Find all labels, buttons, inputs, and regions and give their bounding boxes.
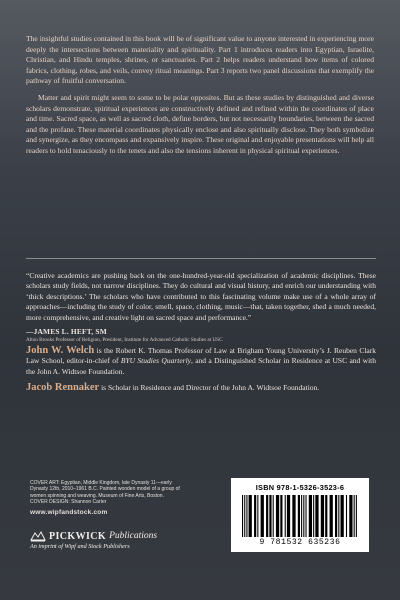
barcode-bar bbox=[285, 495, 286, 537]
publisher-name: PICKWICK bbox=[49, 530, 107, 542]
endorsement bbox=[26, 258, 376, 343]
barcode-bar bbox=[321, 495, 324, 537]
blurb-paragraph-1: The insightful studies contained in this book will be of significant value to anyone interested in experiencing more deeply the intersections between materiality and spirituality. Part 1 introduces readers into Egyptian, Israelite, Christian, and Hindu temples, shrines, or sanctuaries. Part 2 helps readers understand how items of colored fabrics, clothing, robes, and veils, convey ritual meanings. Part 3 reports two panel discussions that exemplify the pathway of fruitful conversation. bbox=[26, 34, 374, 86]
barcode-bar bbox=[280, 495, 282, 537]
barcode-bar bbox=[346, 495, 347, 537]
barcode-bar bbox=[273, 495, 274, 537]
endorser-name: —JAMES L. HEFT, SM bbox=[26, 327, 107, 337]
barcode-digits: 9 781532 635236 bbox=[259, 538, 341, 547]
barcode-bar bbox=[254, 495, 256, 537]
endorsement-quote: “Creative academics are pushing back on the one-hundred-year-old specialization of academic disciplines. These scholars study fields, not narrow disciplines. They do cultural and visual history, and enrich our understanding with ‘thick descriptions.’ The scholars who have contributed to this fascinating volume make use of a whole array of approaches—including the study of color, smell, space, clothing, music—that, taken together, shed a much needed, more comprehensive, and creative light on sacred space and performance.” bbox=[26, 271, 376, 322]
barcode-bar bbox=[292, 495, 295, 537]
barcode-bar bbox=[356, 495, 357, 537]
barcode-bar bbox=[257, 495, 258, 537]
cover-art-line-1: COVER ART: Egyptian, Middle Kingdom, late Dynasty 11—early bbox=[30, 480, 172, 486]
cover-art-line-2: Dynasty 12th, 2010–1961 B.C. Painted wooden model of a group of bbox=[30, 486, 180, 493]
barcode-bar bbox=[276, 495, 279, 537]
publisher-url[interactable]: www.wipfandstock.com bbox=[30, 508, 108, 516]
barcode-bar bbox=[246, 495, 247, 537]
cover-credits bbox=[30, 480, 180, 516]
blurb-paragraph-2: Matter and spirit might seem to some to be polar opposites. But as these studies by distinguished and diverse scholars demonstrate, spiritual experiences are constructively defined and refined within the coordinates of place and time. Sacred space, as well as sacred cloth, define borders, but not necessarily boundaries, between the sacred and the profane. These material coordinates physically enclose and also spiritually disclose. They both symbolize and synergize, as they encompass and expansively inspire. These original and enjoyable presentations will help all readers to hold tenaciously to the tenets and also the tensions inherent in physical spiritual experiences. bbox=[26, 92, 374, 155]
barcode-bar bbox=[309, 495, 312, 537]
barcode-bar bbox=[340, 495, 343, 537]
barcode-bar bbox=[303, 495, 304, 537]
isbn-barcode bbox=[231, 478, 369, 552]
barcode-bar bbox=[266, 495, 268, 537]
author-name-welch: John W. Welch bbox=[26, 345, 95, 356]
bio-welch-text-1: is the Robert K. Thomas Professor of Law at Brigham Young University’s J. Reuben Clark Law School, editor-in-chief of bbox=[26, 346, 376, 366]
bio-welch-journal: BYU Studies Quarterly bbox=[120, 356, 191, 366]
barcode-bar bbox=[354, 495, 355, 537]
barcode-bar bbox=[261, 495, 264, 537]
publisher-sub: Publications bbox=[109, 531, 158, 541]
author-name-rennaker: Jacob Rennaker bbox=[26, 382, 100, 394]
description-blurb bbox=[26, 34, 374, 157]
bio-rennaker bbox=[26, 383, 376, 393]
endorser-title: Alton Brooks Professor of Religion, President, Institute for Advanced Catholic Studies at USC bbox=[26, 337, 223, 344]
publisher-tagline: An imprint of Wipf and Stock Publishers bbox=[30, 543, 130, 550]
barcode-bar bbox=[338, 495, 339, 537]
barcode-bar bbox=[315, 495, 318, 537]
publisher-logo bbox=[30, 530, 220, 550]
barcode-bar bbox=[249, 495, 252, 537]
barcode-bar bbox=[269, 495, 271, 537]
barcode-bar bbox=[305, 495, 306, 537]
bio-welch bbox=[26, 346, 376, 377]
barcode-bar bbox=[244, 495, 245, 537]
barcode-bar bbox=[301, 495, 302, 537]
bio-welch-text-2: , and a Distinguished Scholar in Residence at USC and with the John A. Widtsoe Foundation. bbox=[26, 356, 376, 376]
barcode-bar bbox=[325, 495, 327, 537]
barcode-bar bbox=[242, 495, 243, 537]
barcode-bar bbox=[298, 495, 300, 537]
bio-rennaker-text: is Scholar in Residence and Director of the John A. Widtsoe Foundation. bbox=[99, 383, 320, 393]
barcode-bar bbox=[335, 495, 337, 537]
barcode-bar bbox=[287, 495, 290, 537]
barcode-bar bbox=[313, 495, 314, 537]
barcode-bar bbox=[330, 495, 333, 537]
author-bios bbox=[26, 346, 376, 400]
isbn-number: ISBN 978-1-5326-3523-6 bbox=[255, 483, 345, 492]
barcode-bar bbox=[349, 495, 352, 537]
pickwick-logo-icon bbox=[30, 530, 46, 542]
cover-design-credit: COVER DESIGN: Shannon Carter bbox=[30, 499, 107, 506]
cover-art-line-3: women spinning and weaving. Museum of Fine Arts, Boston. bbox=[30, 492, 164, 499]
barcode-bars bbox=[242, 495, 358, 537]
